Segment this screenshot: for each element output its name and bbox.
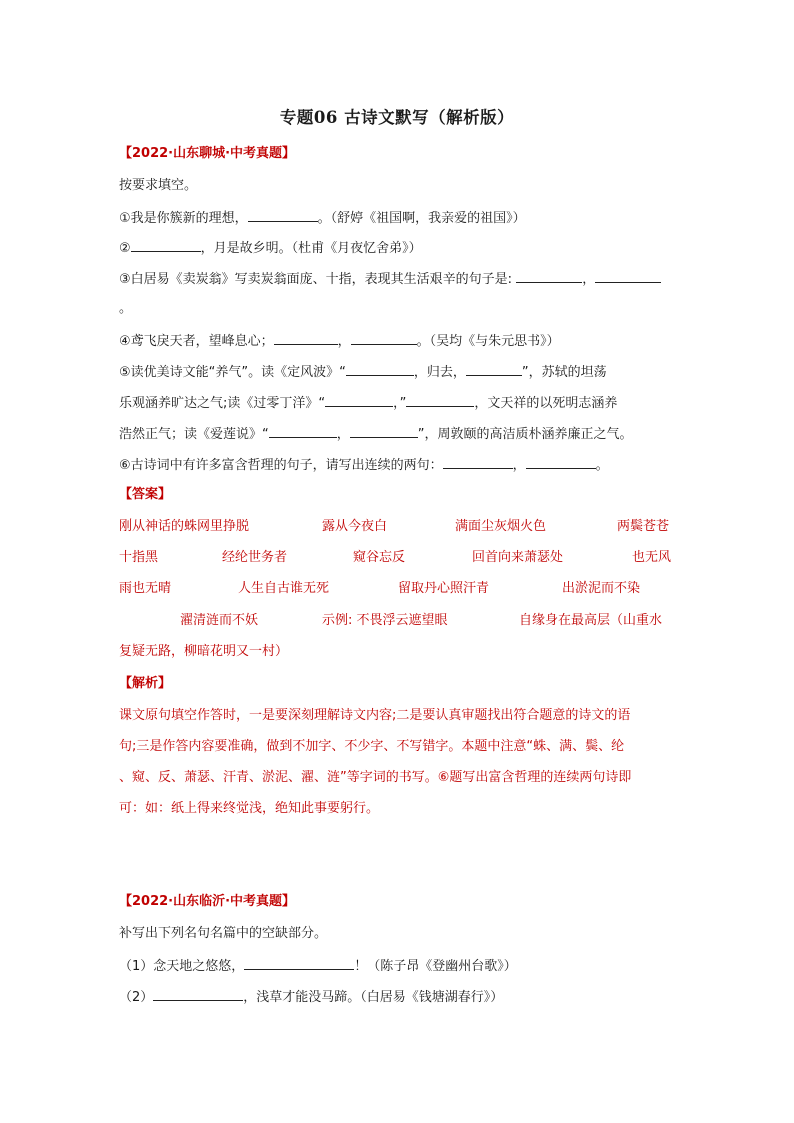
fill-blank[interactable] — [350, 424, 418, 438]
answer-item: 复疑无路，柳暗花明又一村） — [119, 644, 289, 659]
q1-item4 — [119, 331, 560, 351]
answer-item: 自缘身在最高层（山重水 — [519, 613, 663, 628]
page-title: 专题06 古诗文默写（解析版） — [279, 108, 515, 127]
q1-item4-text-b: ， — [337, 334, 351, 349]
q1-item5-line1 — [119, 362, 607, 382]
q2-item2-text-b: ，浅草才能没马蹄。（白居易《钱塘湖春行》） — [243, 990, 504, 1005]
answer-item: 雨也无晴 — [119, 581, 172, 596]
q1-item6-text-a: ⑥古诗词中有许多富含哲理的句子，请写出连续的两句： — [119, 458, 443, 473]
fill-blank[interactable] — [516, 269, 582, 283]
answer-item: 也无风 — [632, 550, 672, 565]
fill-blank[interactable] — [325, 393, 393, 407]
q2-item2 — [119, 987, 503, 1007]
q1-item5-line2 — [119, 393, 617, 413]
q1-item5-text-h: ， — [336, 427, 350, 442]
q1-item5-text-f: ，文天祥的以死明志涵养 — [474, 396, 618, 411]
answer-item: 示例: 不畏浮云遮望眼 — [322, 613, 448, 628]
answer-item: 出淤泥而不染 — [562, 581, 641, 596]
fill-blank[interactable] — [269, 424, 337, 438]
q1-item5-text-a: ⑤读优美诗文能“养气”。读《定风波》“ — [119, 365, 346, 380]
q1-item5-text-d: 乐观涵养旷达之气;读《过零丁洋》“ — [119, 396, 326, 411]
q2-item1-text-a: （1）念天地之悠悠， — [119, 959, 245, 974]
q1-item6-text-b: ， — [512, 458, 526, 473]
q1-item1-text-a: ①我是你簇新的理想， — [119, 211, 248, 226]
q1-item5-text-e: ，” — [393, 396, 407, 411]
analysis-header: 【解析】 — [119, 676, 172, 691]
q1-item5-text-b: ，归去， — [413, 365, 466, 380]
analysis-line: 句;三是作答内容要准确，做到不加字、不少字、不写错字。本题中注意“蛛、满、鬓、纶 — [119, 739, 625, 754]
fill-blank[interactable] — [526, 455, 596, 469]
answer-header: 【答案】 — [119, 487, 172, 502]
answer-item: 经纶世务者 — [222, 550, 288, 565]
answer-item: 刚从神话的蛛网里挣脱 — [119, 519, 250, 534]
q1-item4-text-a: ④鸢飞戾天者，望峰息心； — [119, 334, 274, 349]
q1-item2-text-a: ② — [119, 241, 131, 256]
answer-item: 回首向来萧瑟处 — [472, 550, 564, 565]
answer-item: 留取丹心照汗青 — [398, 581, 490, 596]
fill-blank[interactable] — [274, 331, 338, 345]
q1-item3-text-a: ③白居易《卖炭翁》写卖炭翁面庞、十指，表现其生活艰辛的句子是: — [119, 272, 513, 287]
fill-blank[interactable] — [244, 956, 354, 970]
fill-blank[interactable] — [351, 331, 417, 345]
q1-item1 — [119, 208, 526, 228]
q2-item1 — [119, 956, 517, 976]
analysis-line: 可：如：纸上得来终觉浅，绝知此事要躬行。 — [119, 801, 380, 816]
q1-item2 — [119, 238, 422, 258]
q1-instruction: 按要求填空。 — [119, 178, 198, 193]
q1-item5-line3 — [119, 424, 633, 444]
fill-blank[interactable] — [248, 208, 318, 222]
fill-blank[interactable] — [406, 393, 474, 407]
fill-blank[interactable] — [346, 362, 414, 376]
answer-item: 露从今夜白 — [322, 519, 388, 534]
q1-item3 — [119, 269, 661, 289]
fill-blank[interactable] — [153, 987, 243, 1001]
fill-blank[interactable] — [466, 362, 522, 376]
fill-blank[interactable] — [131, 238, 201, 252]
q1-source-tag: 【2022·山东聊城·中考真题】 — [119, 146, 296, 161]
fill-blank[interactable] — [595, 269, 661, 283]
q2-instruction: 补写出下列名句名篇中的空缺部分。 — [119, 926, 328, 941]
analysis-line: 课文原句填空作答时，一是要深刻理解诗文内容;二是要认真审题找出符合题意的诗文的语 — [119, 708, 631, 723]
q1-item5-text-c: ”，苏轼的坦荡 — [521, 365, 607, 380]
analysis-line: 、窥、反、萧瑟、汗青、淤泥、濯、涟”等字词的书写。⑥题写出富含哲理的连续两句诗即 — [119, 770, 632, 785]
q1-item5-text-i: ”，周敦颐的高洁质朴涵养廉正之气。 — [417, 427, 633, 442]
q1-item3-end: 。 — [119, 301, 133, 316]
answer-item: 濯清涟而不妖 — [180, 613, 259, 628]
answer-item: 十指黑 — [119, 550, 159, 565]
q1-item4-text-c: 。（吴均《与朱元思书》） — [416, 334, 560, 349]
q2-source-tag: 【2022·山东临沂·中考真题】 — [119, 894, 296, 909]
answer-item: 两鬓苍苍 — [617, 519, 670, 534]
fill-blank[interactable] — [443, 455, 513, 469]
q1-item2-text-b: ，月是故乡明。（杜甫《月夜忆舍弟》） — [200, 241, 422, 256]
q1-item5-text-g: 浩然正气；读《爱莲说》“ — [119, 427, 269, 442]
answer-item: 满面尘灰烟火色 — [455, 519, 547, 534]
answer-item: 人生自古谁无死 — [238, 581, 330, 596]
q2-item2-text-a: （2） — [119, 990, 154, 1005]
q1-item3-text-b: ， — [582, 272, 596, 287]
q2-item1-text-b: ！（陈子昂《登幽州台歌》） — [354, 959, 517, 974]
q1-item1-text-b: 。（舒婷《祖国啊，我亲爱的祖国》） — [317, 211, 526, 226]
q1-item6-text-c: 。 — [595, 458, 609, 473]
q1-item6 — [119, 455, 609, 475]
answer-item: 窥谷忘反 — [353, 550, 406, 565]
